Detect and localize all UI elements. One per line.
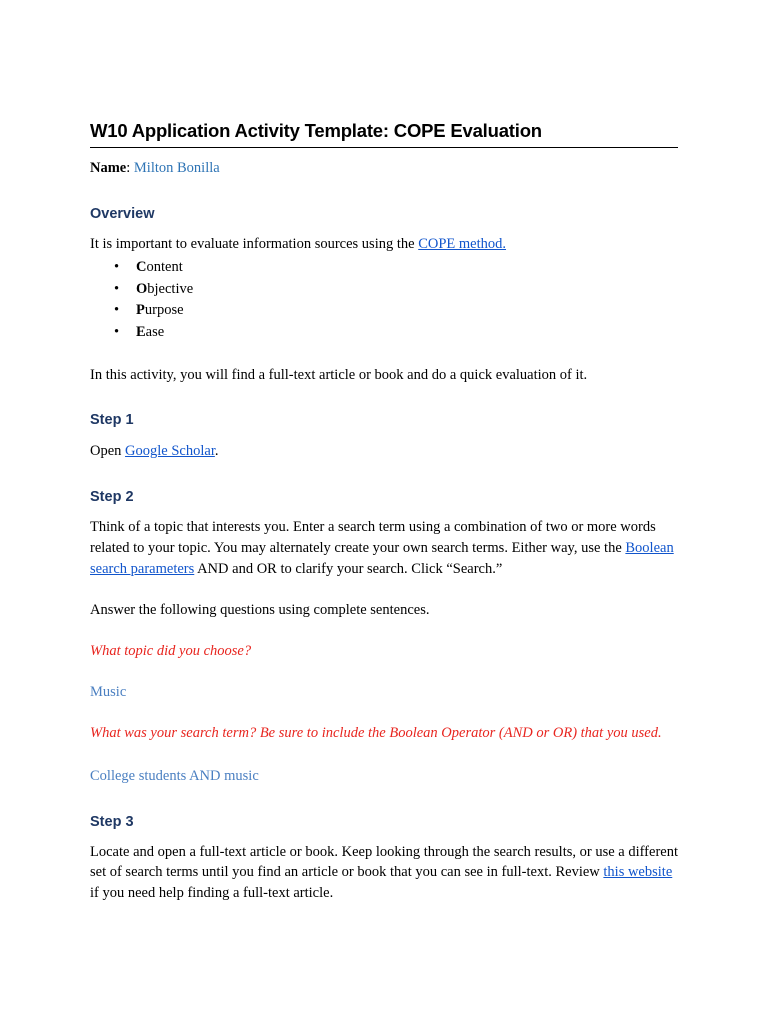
overview-heading: Overview — [90, 206, 155, 222]
cope-letter: O — [136, 280, 148, 297]
bullet-icon: • — [114, 280, 120, 297]
step2-heading: Step 2 — [90, 489, 134, 506]
step3-para-after: if you need help finding a full-text article. — [90, 885, 334, 902]
cope-word-rest: bjective — [147, 280, 194, 297]
name-label: Name — [90, 160, 127, 176]
step2-instruction: Answer the following questions using complete sentences. — [90, 601, 430, 618]
boolean-search-link[interactable]: Boolean search parameters — [90, 540, 674, 577]
list-item — [114, 279, 678, 301]
bullet-icon: • — [114, 258, 120, 275]
step2-para-after: AND and OR to clarify your search. Click “Search.” — [194, 560, 503, 577]
overview-intro-text: It is important to evaluate information sources using the — [90, 236, 419, 252]
step3-heading: Step 3 — [90, 813, 134, 830]
step3-para-before: Locate and open a full-text article or book. Keep looking through the search results, or use a different set of search terms until you find an article or book that you can see in full-text. Review — [90, 843, 678, 881]
bullet-icon: • — [114, 302, 120, 319]
question-search-term: What was your search term? Be sure to include the Boolean Operator (AND or OR) that you used. — [90, 724, 662, 741]
step1-heading: Step 1 — [90, 412, 134, 429]
list-item — [114, 322, 678, 344]
step2-paragraph — [90, 517, 678, 579]
cope-word-rest: ase — [145, 323, 165, 340]
cope-word-rest: urpose — [144, 302, 184, 319]
step2-para-before: Think of a topic that interests you. Enter a search term using a combination of two or more words related to your topic. You may alternately create your own search terms. Either way, use the — [90, 519, 656, 556]
step1-text — [90, 441, 678, 462]
this-website-link[interactable]: this website — [603, 864, 673, 881]
name-value: Milton Bonilla — [133, 160, 220, 176]
step1-text-after: . — [214, 443, 219, 460]
document-title: W10 Application Activity Template: COPE Evaluation — [90, 118, 678, 148]
cope-letter: C — [136, 258, 147, 275]
cope-list — [90, 257, 678, 344]
cope-letter: P — [136, 302, 145, 319]
name-line — [90, 158, 678, 178]
name-colon: : — [126, 160, 131, 176]
cope-word-rest: ontent — [146, 258, 183, 275]
google-scholar-link[interactable]: Google Scholar — [125, 443, 215, 460]
cope-method-link[interactable]: COPE method. — [418, 236, 507, 252]
list-item — [114, 257, 678, 279]
step1-text-before: Open — [90, 443, 126, 460]
question-topic: What topic did you choose? — [90, 643, 252, 660]
cope-letter: E — [136, 323, 146, 340]
bullet-icon: • — [114, 323, 120, 340]
step3-paragraph — [90, 842, 678, 904]
list-item — [114, 300, 678, 322]
overview-intro — [90, 234, 678, 255]
document-page — [90, 118, 678, 904]
activity-description: In this activity, you will find a full-text article or book and do a quick evaluation of it. — [90, 366, 588, 383]
answer-search-term: College students AND music — [90, 767, 259, 784]
answer-topic: Music — [90, 684, 127, 701]
